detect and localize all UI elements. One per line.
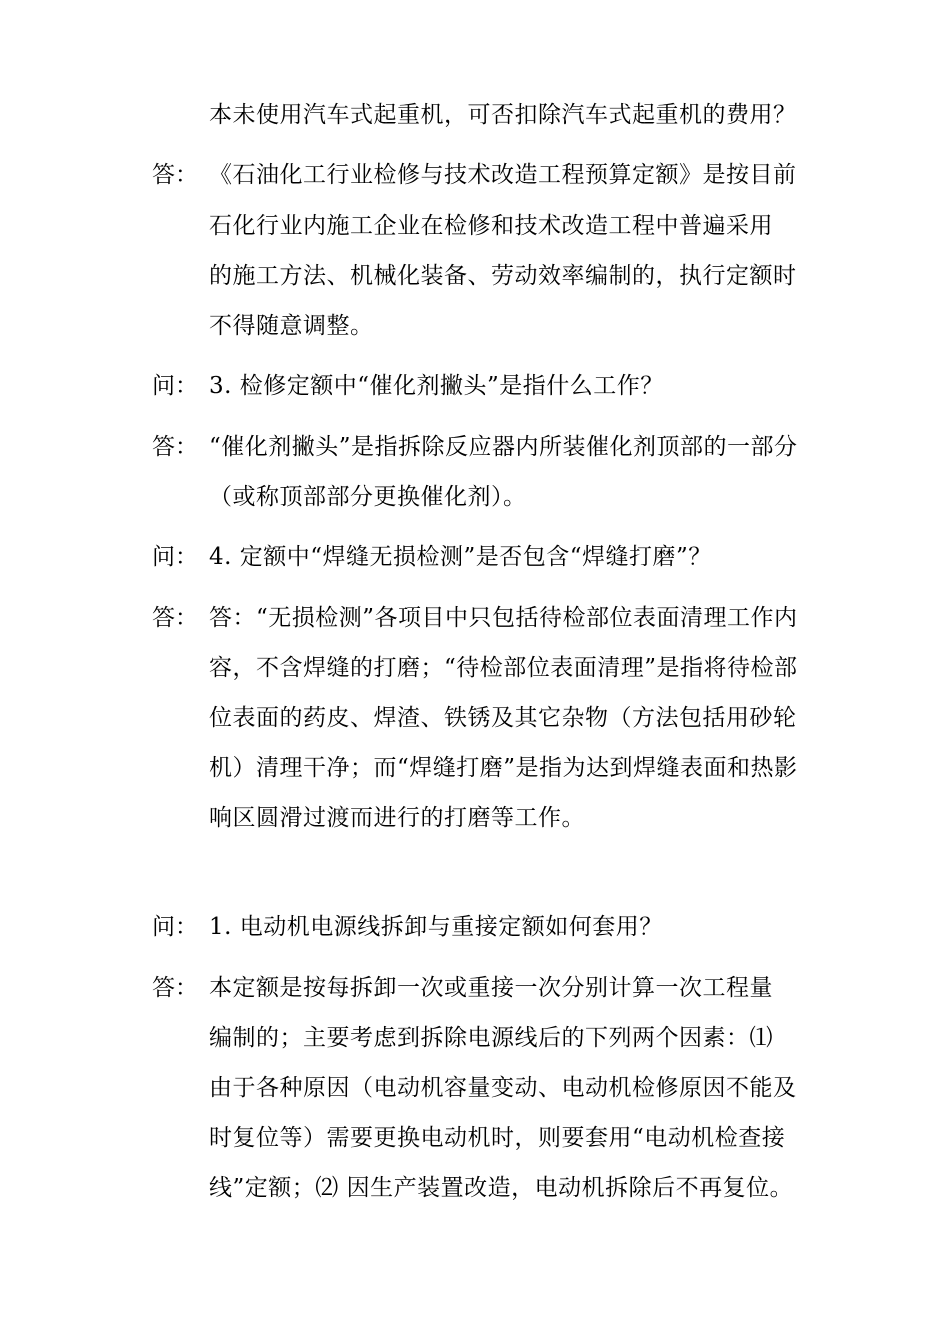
- answer-line: 响区圆滑过渡而进行的打磨等工作。: [209, 805, 585, 831]
- question-line: 1. 电动机电源线拆卸与重接定额如何套用？: [209, 914, 663, 940]
- answer-label: 答：: [152, 975, 198, 1001]
- answer-line: 编制的；主要考虑到拆除电源线后的下列两个因素：⑴: [209, 1025, 773, 1051]
- question-label: 问：: [152, 914, 198, 940]
- answer-label: 答：: [152, 605, 198, 631]
- answer-line: 时复位等）需要更换电动机时，则要套用“电动机检查接: [209, 1125, 786, 1151]
- answer-line: （或称顶部部分更换催化剂）。: [209, 484, 527, 510]
- continuation-line: 本未使用汽车式起重机，可否扣除汽车式起重机的费用？: [209, 102, 797, 128]
- answer-line: 机）清理干净；而“焊缝打磨”是指为达到焊缝表面和热影: [209, 755, 798, 781]
- answer-line: 石化行业内施工企业在检修和技术改造工程中普遍采用: [209, 213, 773, 239]
- answer-line: 答：“无损检测”各项目中只包括待检部位表面清理工作内: [209, 605, 798, 631]
- answer-line: “催化剂撇头”是指拆除反应器内所装催化剂顶部的一部分: [209, 434, 798, 460]
- question-label: 问：: [152, 373, 198, 399]
- answer-line: 位表面的药皮、焊渣、铁锈及其它杂物（方法包括用砂轮: [209, 705, 797, 731]
- answer-label: 答：: [152, 162, 198, 188]
- answer-line: 容，不含焊缝的打磨；“待检部位表面清理”是指将待检部: [209, 655, 798, 681]
- answer-line: 本定额是按每拆卸一次或重接一次分别计算一次工程量: [209, 975, 773, 1001]
- answer-line: 《石油化工行业检修与技术改造工程预算定额》是按目前: [209, 162, 797, 188]
- answer-line: 线”定额；⑵ 因生产装置改造，电动机拆除后不再复位。: [209, 1175, 794, 1201]
- answer-line: 不得随意调整。: [209, 313, 374, 339]
- answer-line: 由于各种原因（电动机容量变动、电动机检修原因不能及: [209, 1075, 797, 1101]
- answer-label: 答：: [152, 434, 198, 460]
- question-line: 3. 检修定额中“催化剂撇头”是指什么工作？: [209, 373, 664, 399]
- question-label: 问：: [152, 544, 198, 570]
- question-line: 4. 定额中“焊缝无损检测”是否包含“焊缝打磨”？: [209, 544, 712, 570]
- answer-line: 的施工方法、机械化装备、劳动效率编制的，执行定额时: [209, 263, 797, 289]
